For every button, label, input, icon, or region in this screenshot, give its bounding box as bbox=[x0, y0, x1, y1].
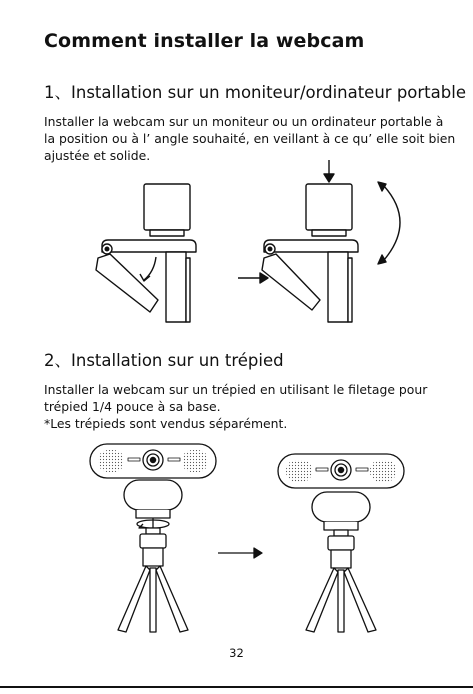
rotate-arrow-icon bbox=[384, 186, 400, 260]
webcam-left bbox=[96, 184, 196, 322]
section-2-line: Installer la webcam sur un trépied en utilisant le filetage pour bbox=[44, 382, 428, 397]
bottom-rule bbox=[0, 686, 473, 688]
section-1-text bbox=[44, 113, 454, 164]
webcam-tripod-right bbox=[278, 454, 404, 632]
section-1-line: Installer la webcam sur un moniteur ou un ordinateur portable à bbox=[44, 114, 444, 129]
tripod-mount-illustration bbox=[0, 440, 473, 640]
section-1-heading: 1、Installation sur un moniteur/ordinateur portable bbox=[44, 83, 466, 102]
page-number: 32 bbox=[229, 646, 244, 660]
section-1-line: la position ou à l’ angle souhaité, en veillant à ce qu’ elle soit bien bbox=[44, 131, 456, 146]
section-2-line: *Les trépieds sont vendus séparément. bbox=[44, 416, 288, 431]
monitor-mount-illustration bbox=[0, 160, 473, 330]
section-1-line: ajustée et solide. bbox=[44, 148, 151, 163]
webcam-right bbox=[262, 184, 358, 322]
page-title: Comment installer la webcam bbox=[44, 30, 365, 52]
section-2-heading: 2、Installation sur un trépied bbox=[44, 351, 284, 370]
section-2-text bbox=[44, 381, 454, 432]
webcam-tripod-left bbox=[90, 444, 216, 632]
section-2-line: trépied 1/4 pouce à sa base. bbox=[44, 399, 221, 414]
